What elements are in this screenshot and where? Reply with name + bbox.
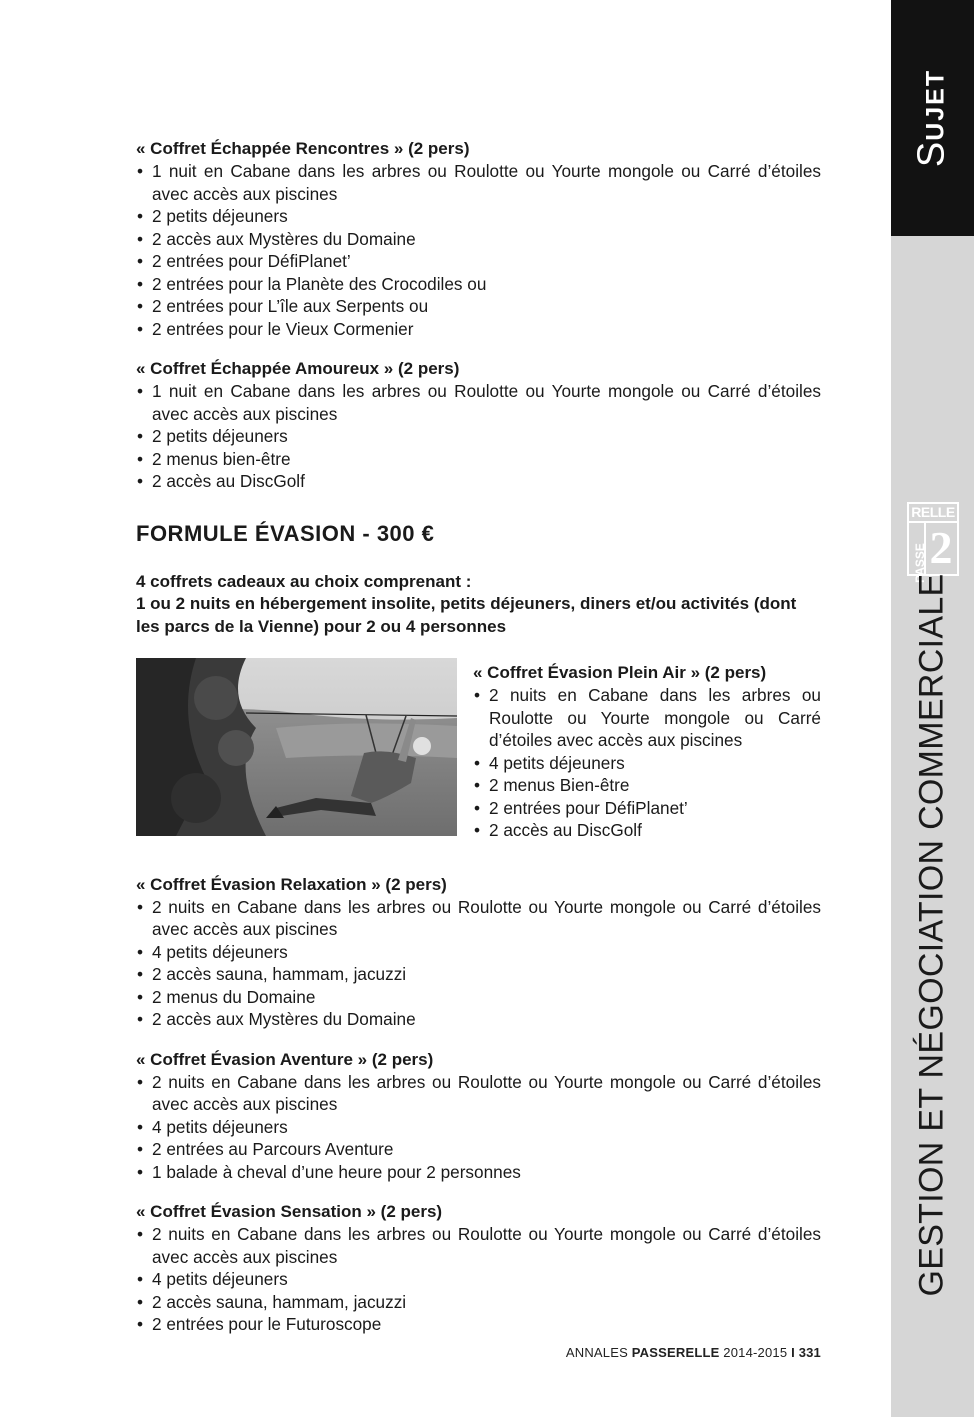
list-item: • 2 entrées pour DéfiPlanet’ <box>473 797 821 820</box>
list-item: • 2 accès sauna, hammam, jacuzzi <box>136 963 821 986</box>
list-item: • 2 petits déjeuners <box>136 425 821 448</box>
coffret-items <box>136 160 821 340</box>
list-item: • 2 accès aux Mystères du Domaine <box>136 1008 821 1031</box>
zipline-photo <box>136 658 457 836</box>
coffret-items <box>136 1071 821 1184</box>
coffret-plein-air <box>473 658 821 842</box>
list-item: • 2 entrées pour la Planète des Crocodiles ou <box>136 273 821 296</box>
list-item: • 1 balade à cheval d’une heure pour 2 personnes <box>136 1161 821 1184</box>
coffret-items <box>136 380 821 493</box>
list-item: • 2 accès au DiscGolf <box>473 819 821 842</box>
list-item: • 2 accès sauna, hammam, jacuzzi <box>136 1291 821 1314</box>
list-item: • 2 menus bien-être <box>136 448 821 471</box>
list-item: • 2 entrées pour le Futuroscope <box>136 1313 821 1336</box>
coffret-title: « Coffret Échappée Rencontres » (2 pers) <box>136 139 470 158</box>
formule-title: FORMULE ÉVASION - 300 € <box>136 520 435 546</box>
bottom-coffrets <box>136 874 821 1336</box>
coffret-items <box>136 896 821 1031</box>
list-item: • 4 petits déjeuners <box>136 941 821 964</box>
coffret-block <box>136 874 821 1031</box>
intro-line-1: 4 coffrets cadeaux au choix comprenant : <box>136 571 472 591</box>
list-item: • 1 nuit en Cabane dans les arbres ou Roulotte ou Yourte mongole ou Carré d’étoiles avec accès aux piscines <box>136 160 821 205</box>
sujet-label: SUJET <box>910 68 953 168</box>
photo-row <box>136 658 821 860</box>
passerelle-logo <box>907 502 959 583</box>
list-item: • 4 petits déjeuners <box>136 1268 821 1291</box>
logo-passe: PASSE <box>912 543 927 583</box>
list-item: • 2 entrées pour DéfiPlanet’ <box>136 250 821 273</box>
coffret-title: « Coffret Échappée Amoureux » (2 pers) <box>136 359 460 378</box>
section-label: GESTION ET NÉGOCIATION COMMERCIALE <box>912 573 951 1297</box>
coffret-title: « Coffret Évasion Aventure » (2 pers) <box>136 1049 434 1069</box>
logo-number: 2 <box>929 522 953 573</box>
coffret-title: « Coffret Évasion Sensation » (2 pers) <box>136 1202 443 1221</box>
list-item: • 2 petits déjeuners <box>136 205 821 228</box>
list-item: • 2 entrées pour L’île aux Serpents ou <box>136 295 821 318</box>
list-item: • 4 petits déjeuners <box>136 1116 821 1139</box>
intro-line-2: 1 ou 2 nuits en hébergement insolite, petits déjeuners, diners et/ou activités (dont les parcs de la Vienne) pour 2 ou 4 personnes <box>136 594 797 636</box>
coffret-title: « Coffret Évasion Relaxation » (2 pers) <box>136 874 447 894</box>
main-content <box>136 138 821 1354</box>
list-item: • 2 accès aux Mystères du Domaine <box>136 228 821 251</box>
coffret-block <box>136 1201 821 1336</box>
coffret-title: « Coffret Évasion Plein Air » (2 pers) <box>473 663 767 682</box>
logo-relle: RELLE <box>909 504 957 523</box>
list-item: • 2 nuits en Cabane dans les arbres ou Roulotte ou Yourte mongole ou Carré d’étoiles avec accès aux piscines <box>136 896 821 941</box>
coffret-block <box>136 1049 821 1184</box>
formule-intro <box>136 571 821 639</box>
coffret-items <box>473 684 821 842</box>
coffret-block <box>136 138 821 340</box>
list-item: • 2 nuits en Cabane dans les arbres ou Roulotte ou Yourte mongole ou Carré d’étoiles avec accès aux piscines <box>136 1223 821 1268</box>
coffret-block <box>136 358 821 493</box>
list-item: • 4 petits déjeuners <box>473 752 821 775</box>
list-item: • 2 menus Bien-être <box>473 774 821 797</box>
list-item: • 2 entrées pour le Vieux Cormenier <box>136 318 821 341</box>
list-item: • 2 nuits en Cabane dans les arbres ou Roulotte ou Yourte mongole ou Carré d’étoiles avec accès aux piscines <box>473 684 821 752</box>
list-item: • 2 nuits en Cabane dans les arbres ou Roulotte ou Yourte mongole ou Carré d’étoiles avec accès aux piscines <box>136 1071 821 1116</box>
top-coffrets <box>136 138 821 493</box>
list-item: • 2 menus du Domaine <box>136 986 821 1009</box>
page-footer: ANNALES PASSERELLE 2014-2015 I 331 <box>565 1345 821 1360</box>
list-item: • 2 accès au DiscGolf <box>136 470 821 493</box>
list-item: • 1 nuit en Cabane dans les arbres ou Roulotte ou Yourte mongole ou Carré d’étoiles avec accès aux piscines <box>136 380 821 425</box>
list-item: • 2 entrées au Parcours Aventure <box>136 1138 821 1161</box>
coffret-items <box>136 1223 821 1336</box>
